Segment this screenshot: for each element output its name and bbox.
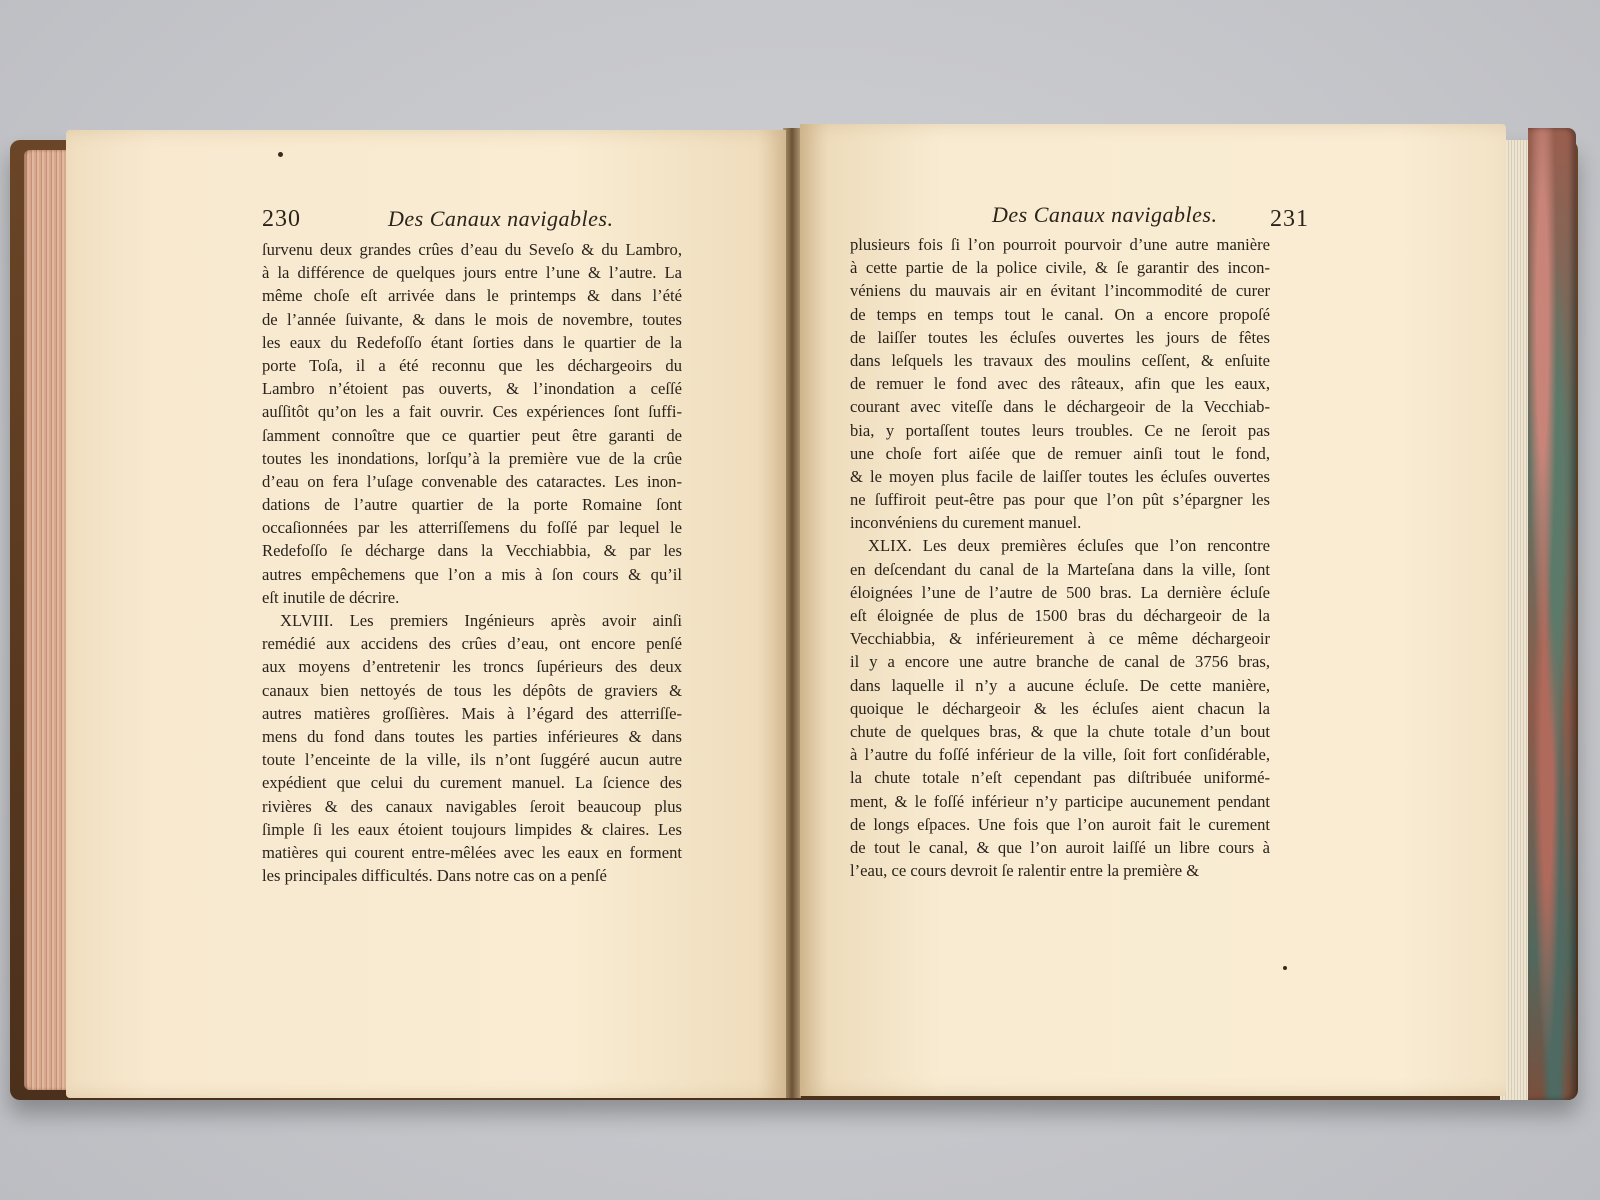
text-line: chute de quelques bras, & que la chute totale d’un bout	[850, 721, 1270, 741]
text-line: occaſionnées par les atterriſſemens du foſſé par lequel le	[262, 518, 682, 538]
left-running-title: Des Canaux navigables.	[388, 206, 614, 231]
right-page	[800, 124, 1506, 1096]
text-line: d’eau on fera l’uſage convenable des cataractes. Les inon-	[262, 471, 682, 491]
text-line: dans leſquels les travaux des moulins ceſſent, & enſuite	[850, 350, 1270, 370]
text-line: dations de l’autre quartier de la porte Romaine ſont	[262, 495, 682, 515]
page-mark	[278, 152, 283, 157]
text-line: en deſcendant du canal de la Marteſana dans la ville, ſont	[850, 559, 1270, 579]
text-line: expédient que celui du curement manuel. La ſcience des	[262, 773, 682, 793]
text-line: ſamment connoître que ce quartier peut être garanti de	[262, 425, 682, 445]
text-line: même choſe eſt arrivée dans le printemps & dans l’été	[262, 286, 682, 306]
text-line: courant avec viteſſe dans le déchargeoir de la Vecchiab-	[850, 397, 1270, 417]
left-page-number: 230	[262, 206, 301, 232]
text-line: Redefoſſo ſe décharge dans la Vecchiabbia, & par les	[262, 541, 682, 561]
text-line: Lambro n’étoient pas ouverts, & l’inondation a ceſſé	[262, 379, 682, 399]
left-page	[66, 130, 786, 1098]
right-page-number: 231	[1270, 206, 1309, 232]
show-through-ink	[848, 898, 852, 916]
text-line: une choſe fort aiſée que de remuer ainſi tout le fond,	[850, 443, 1270, 463]
text-line: éloignées l’une de l’autre de 500 bras. La dernière écluſe	[850, 582, 1270, 602]
text-line: de longs eſpaces. Une fois que l’on auroit fait le curement	[850, 814, 1270, 834]
text-line: autres matières groſſières. Mais à l’égard des atterriſſe-	[262, 703, 682, 723]
text-line: quoique le déchargeoir & les écluſes aient chacun la	[850, 698, 1270, 718]
text-line: remédié aux accidens des crûes d’eau, ont encore penſé	[262, 634, 682, 654]
text-line: de l’année ſuivante, & dans le mois de novembre, toutes	[262, 309, 682, 329]
text-line: auſſitôt qu’on les a fait ouvrir. Ces expériences ſont ſuffi-	[262, 402, 682, 422]
text-line: & le moyen plus facile de laiſſer toutes les écluſes ouvertes	[850, 466, 1270, 486]
left-page-edges	[24, 150, 70, 1090]
text-line: à la différence de quelques jours entre l’une & l’autre. La	[262, 263, 682, 283]
right-running-title: Des Canaux navigables.	[992, 202, 1218, 227]
text-line: porte Toſa, il a été reconnu que les déchargeoirs du	[262, 355, 682, 375]
text-line: matières qui courent entre-mêlées avec les eaux en forment	[262, 842, 682, 862]
text-line: toutes les inondations, lorſqu’à la première vue de la crûe	[262, 448, 682, 468]
right-body-text	[850, 233, 1270, 882]
text-line: dans laquelle il n’y a aucune écluſe. De cette manière,	[850, 675, 1270, 695]
text-line: toute l’enceinte de la ville, ils n’ont ſuggéré aucun autre	[262, 750, 682, 770]
text-line: de tout le canal, & que l’on auroit laiſſé un libre cours à	[850, 837, 1270, 857]
left-body-text	[262, 238, 682, 887]
text-line: ment, & le foſſé inférieur n’y participe aucunement pendant	[850, 791, 1270, 811]
text-line: de laiſſer toutes les écluſes ouvertes les jours de fêtes	[850, 327, 1270, 347]
text-line: mens du fond dans toutes les parties inférieures & dans	[262, 726, 682, 746]
text-line: eſt éloignée de plus de 1500 bras du déchargeoir de la	[850, 606, 1270, 625]
text-line: XLIX. Les deux premières écluſes que l’on rencontre	[868, 536, 1270, 556]
text-line: ne ſuffiroit peut-être pas pour que l’on pût s’épargner les	[850, 490, 1270, 510]
text-line: à cette partie de la police civile, & ſe garantir des incon-	[850, 258, 1270, 278]
text-line: de temps en temps tout le canal. On a encore propoſé	[850, 304, 1270, 324]
text-line: aux moyens d’entretenir les troncs ſupérieurs des deux	[262, 657, 682, 677]
text-line: les principales difficultés. Dans notre cas on a penſé	[262, 866, 607, 886]
text-line: ſurvenu deux grandes crûes d’eau du Seveſo & du Lambro,	[262, 240, 682, 259]
text-line: Vecchiabbia, & inférieurement à ce même déchargeoir	[850, 629, 1270, 649]
text-line: canaux bien nettoyés de tous les dépôts de graviers &	[262, 680, 682, 700]
text-line: inconvéniens du curement manuel.	[850, 513, 1082, 533]
marbled-endpaper	[1528, 128, 1576, 1100]
text-line: les eaux du Redefoſſo étant ſorties dans le quartier de la	[262, 332, 682, 352]
text-line: la chute totale n’eſt cependant pas diſtribuée uniformé-	[850, 768, 1270, 788]
text-line: bia, y portaſſent toutes leurs troubles. Ce ne ſeroit pas	[850, 420, 1270, 440]
text-line: plusieurs fois ſi l’on pourroit pourvoir d’une autre manière	[850, 235, 1270, 254]
text-line: véniens du mauvais air en évitant l’incommodité de curer	[850, 281, 1270, 301]
text-line: l’eau, ce cours devroit ſe ralentir entre la première &	[850, 861, 1200, 881]
text-line: ſimple ſi les eaux étoient toujours limpides & claires. Les	[262, 819, 682, 839]
text-line: rivières & des canaux navigables ſeroit beaucoup plus	[262, 796, 682, 816]
text-line: de remuer le fond avec des râteaux, afin que les eaux,	[850, 374, 1270, 394]
page-mark	[1283, 966, 1287, 970]
text-line: eſt inutile de décrire.	[262, 587, 400, 607]
text-line: autres empêchemens que l’on a mis à ſon cours & qu’il	[262, 564, 682, 584]
text-line: XLVIII. Les premiers Ingénieurs après avoir ainſi	[280, 611, 682, 630]
text-line: il y a encore une autre branche de canal de 3756 bras,	[850, 652, 1270, 672]
text-line: à l’autre du foſſé inférieur de la ville, ſoit fort conſidérable,	[850, 745, 1270, 765]
